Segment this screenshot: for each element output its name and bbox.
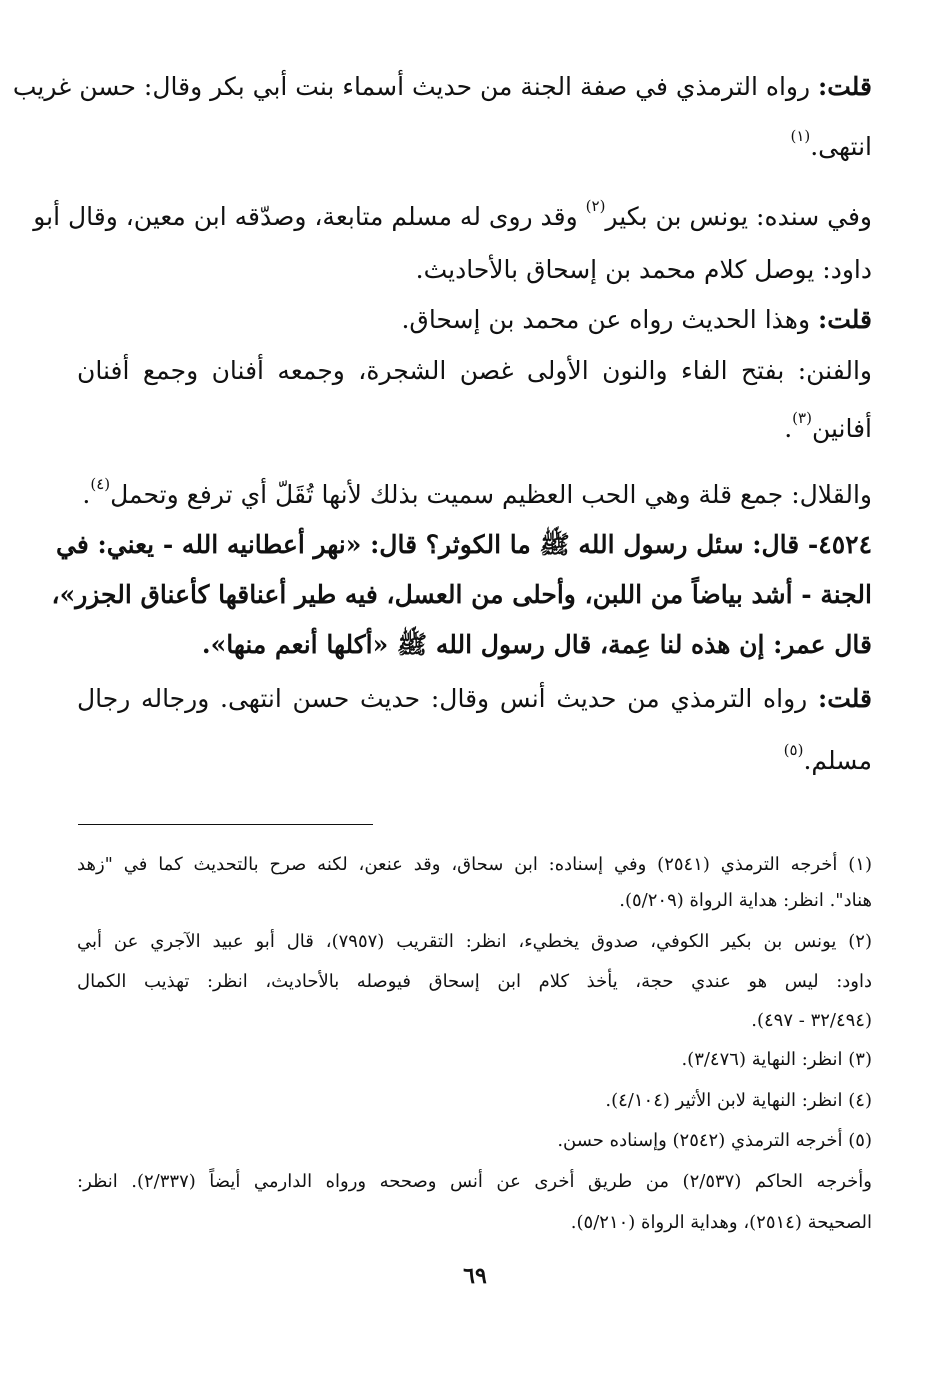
- footnote-5-continuation-line-1: [77, 1168, 872, 1196]
- hadith-line-3: [77, 628, 872, 662]
- text-line-4: [77, 253, 872, 287]
- text-line-10: [77, 741, 872, 778]
- qultu-label: قلت:: [817, 72, 872, 101]
- text-line-6: [77, 354, 872, 388]
- footnote-5: [77, 1127, 872, 1155]
- footnote-2-line-3: [77, 1007, 872, 1035]
- hadith-line-1: [56, 528, 872, 562]
- line-text: وقد روى له مسلم متابعة، وصدّقه ابن معين، وقال أبو: [33, 202, 578, 231]
- text-line-2: [77, 127, 872, 164]
- footnote-text: هناد". انظر: هداية الرواة (٥/٢٠٩).: [619, 890, 872, 911]
- qultu-label: قلت:: [817, 684, 872, 713]
- footnote-1-line-2: [77, 887, 872, 915]
- footnote-2-line-2: [77, 968, 872, 996]
- footnote-divider: [78, 824, 373, 825]
- footnote-text: الصحيحة (٢٥١٤)، وهداية الرواة (٥/٢١٠).: [570, 1212, 872, 1233]
- text-line-9: [77, 682, 872, 716]
- line-text: انتهى.: [810, 132, 872, 161]
- footnote-4: [77, 1087, 872, 1115]
- footnote-text: (٤) انظر: النهاية لابن الأثير (٤/١٠٤).: [605, 1090, 872, 1111]
- footnote-ref-5[interactable]: (٥): [783, 741, 804, 759]
- footnote-ref-2[interactable]: (٢): [585, 197, 606, 215]
- line-text: وهذا الحديث رواه عن محمد بن إسحاق.: [401, 305, 811, 334]
- qultu-label: قلت:: [817, 305, 872, 334]
- line-end: .: [784, 414, 793, 443]
- footnote-ref-4[interactable]: (٤): [90, 475, 111, 493]
- footnote-ref-1[interactable]: (١): [790, 127, 811, 145]
- line-text: داود: يوصل كلام محمد بن إسحاق بالأحاديث.: [415, 255, 872, 284]
- footnote-ref-3[interactable]: (٣): [792, 409, 812, 427]
- footnote-text: (٣٢/٤٩٤ - ٤٩٧).: [751, 1010, 872, 1031]
- footnote-text: (٥) أخرجه الترمذي (٢٥٤٢) وإسناده حسن.: [557, 1130, 872, 1151]
- line-text: رواه الترمذي في صفة الجنة من حديث أسماء بنت أبي بكر وقال: حسن غريب: [12, 72, 811, 101]
- footnote-text: (٣) انظر: النهاية (٣/٤٧٦).: [681, 1049, 872, 1070]
- line-text: رواه الترمذي من حديث أنس وقال: حديث حسن انتهى. ورجاله رجال: [77, 684, 808, 713]
- footnote-2-line-1: [77, 928, 872, 956]
- text-line-3: [33, 197, 872, 234]
- footnote-text: (١) أخرجه الترمذي (٢٥٤١) وفي إسناده: ابن سحاق، وقد عنعن، لكنه صرح بالتحديث كما في "زهد: [77, 854, 872, 875]
- hadith-line-2: [51, 578, 872, 612]
- line-end: .: [82, 480, 91, 509]
- line-text: والفنن: بفتح الفاء والنون الأولى غصن الشجرة، وجمعه أفنان وجمع أفنان: [77, 356, 872, 385]
- line-text: والقلال: جمع قلة وهي الحب العظيم سميت بذلك لأنها تُقَلّ أي ترفع وتحمل: [110, 480, 872, 509]
- footnote-text: (٢) يونس بن بكير الكوفي، صدوق يخطيء، انظر: التقريب (٧٩٥٧)، قال أبو عبيد الآجري عن أبي: [77, 931, 872, 952]
- footnote-5-continuation-line-2: [77, 1209, 872, 1237]
- footnote-text: وأخرجه الحاكم (٢/٥٣٧) من طريق أخرى عن أنس وصححه ورواه الدارمي أيضاً (٢/٣٣٧). انظر:: [77, 1171, 873, 1192]
- hadith-text: قال عمر: إن هذه لنا عِمة، قال رسول الله ﷺ «أكلها أنعم منها».: [201, 630, 872, 659]
- text-line-1: [12, 70, 872, 104]
- line-text: مسلم.: [803, 746, 872, 775]
- text-line-7: [77, 409, 872, 446]
- text-line-8: [77, 475, 872, 512]
- text-line-5: [77, 303, 872, 337]
- footnote-text: داود: ليس هو عندي حجة، يأخذ كلام ابن إسحاق فيوصله بالأحاديث، انظر: تهذيب الكمال: [77, 971, 872, 992]
- hadith-text: الجنة - أشد بياضاً من اللبن، وأحلى من العسل، فيه طير أعناقها كأعناق الجزر»،: [51, 580, 872, 609]
- page-number: ٦٩: [463, 1263, 487, 1289]
- line-text: أفانين: [811, 414, 872, 443]
- footnote-3: [77, 1046, 872, 1074]
- hadith-text: ٤٥٢٤- قال: سئل رسول الله ﷺ ما الكوثر؟ قال: «نهر أعطانيه الله - يعني: في: [56, 530, 872, 559]
- footnote-1-line-1: [77, 851, 872, 879]
- line-text: وفي سنده: يونس بن بكير: [605, 202, 872, 231]
